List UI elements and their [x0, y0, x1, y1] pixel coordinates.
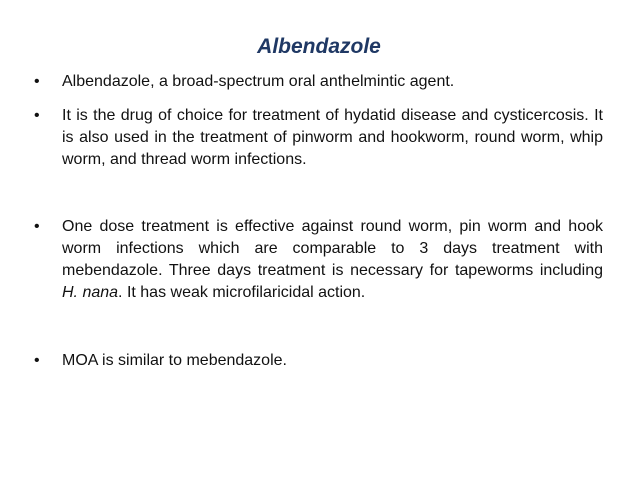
bullet-item — [62, 216, 603, 304]
bullet-text: One dose treatment is effective against round worm, pin worm and hook worm infections which are comparable to 3 days treatment with mebendazole. Three days treatment is necessary for tapeworms including — [62, 218, 603, 279]
bullet-item: • Albendazole, a broad-spectrum oral anthelmintic agent. — [62, 71, 603, 93]
slide-title: Albendazole — [257, 35, 381, 58]
bullet-item: • MOA is similar to mebendazole. — [62, 350, 603, 372]
species-name: H. nana — [62, 284, 119, 301]
bullet-text: . It has weak microfilaricidal action. — [118, 284, 366, 301]
bullet-item: • It is the drug of choice for treatment of hydatid disease and cysticercosis. It is also used in the treatment of pinworm and hookworm, round worm, whip worm, and thread worm infections. — [62, 105, 603, 171]
